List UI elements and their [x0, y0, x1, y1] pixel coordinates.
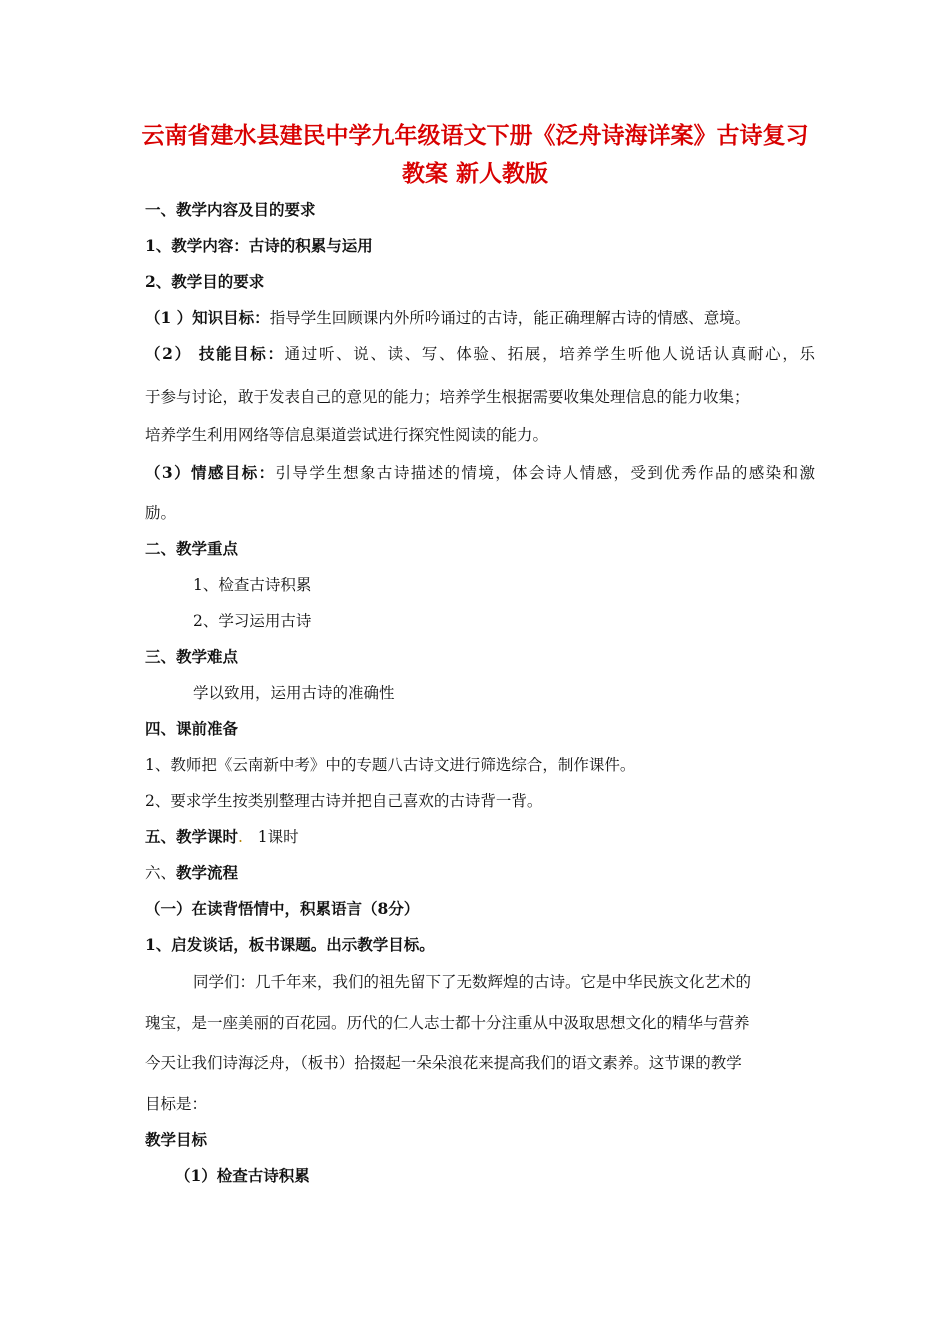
section5-heading: 五、教学课时 — [145, 827, 239, 846]
section5-dot: . — [238, 828, 243, 846]
section3-text: 学以致用，运用古诗的准确性 — [193, 684, 395, 702]
section2-heading: 二、教学重点 — [145, 539, 239, 558]
paragraph-line3: 今天让我们诗海泛舟，（板书）拾掇起一朵朵浪花来提高我们的语文素养。这节课的教学 — [145, 1054, 742, 1072]
goal3-text-l1: 引导学生想象古诗描述的情境，体会诗人情感，受到优秀作品的感染和激 — [275, 464, 815, 482]
goals-item1: （1）检查古诗积累 — [175, 1166, 310, 1185]
section6-prefix: 六、 — [145, 864, 177, 882]
goal3-line2: 励。 — [145, 504, 177, 522]
section4-item1: 1、教师把《云南新中考》中的专题八古诗文进行筛选综合，制作课件。 — [145, 756, 636, 774]
goal2-line1 — [145, 343, 815, 365]
doc-title-line1: 云南省建水县建民中学九年级语文下册《泛舟诗海详案》古诗复习 — [141, 122, 809, 149]
section3-heading: 三、教学难点 — [145, 647, 239, 666]
goal2-text-l1: 通过听、说、读、写、体验、拓展，培养学生听他人说话认真耐心，乐 — [284, 345, 815, 363]
goal2-line3: 培养学生利用网络等信息渠道尝试进行探究性阅读的能力。 — [145, 426, 549, 444]
step1-subheading: 1、启发谈话，板书课题。出示教学目标。 — [145, 935, 435, 954]
doc-title-line2: 教案 新人教版 — [401, 160, 548, 187]
section5-line — [145, 826, 815, 848]
paragraph-line2: 瑰宝，是一座美丽的百花园。历代的仁人志士都十分注重从中汲取思想文化的精华与营养 — [145, 1014, 750, 1032]
paragraph-line4: 目标是： — [145, 1095, 208, 1113]
goal1-text: 指导学生回顾课内外所吟诵过的古诗，能正确理解古诗的情感、意境。 — [269, 309, 751, 327]
goal1-label: （1 ）知识目标： — [145, 308, 270, 327]
goal1-line — [145, 307, 815, 329]
section2-item1: 1、检查古诗积累 — [193, 576, 312, 594]
paragraph-line1: 同学们：几千年来，我们的祖先留下了无数辉煌的古诗。它是中华民族文化艺术的 — [193, 973, 752, 991]
section1-goals-heading: 2、教学目的要求 — [145, 272, 265, 291]
section5-value: 1课时 — [257, 828, 299, 846]
section4-heading: 四、课前准备 — [145, 719, 239, 738]
goal3-line1 — [145, 462, 815, 484]
goal2-label: （2） 技能目标： — [145, 344, 285, 363]
section1-heading: 一、教学内容及目的要求 — [145, 200, 316, 219]
section6-heading: 教学流程 — [176, 863, 239, 882]
goals-heading: 教学目标 — [145, 1130, 208, 1149]
section6-line — [145, 862, 815, 884]
goal3-label: （3）情感目标： — [145, 463, 276, 482]
goal2-line2: 于参与讨论，敢于发表自己的意见的能力；培养学生根据需要收集处理信息的能力收集； — [145, 388, 750, 406]
section2-item2: 2、学习运用古诗 — [193, 612, 312, 630]
step1-heading: （一）在读背悟情中，积累语言（8分） — [145, 899, 420, 918]
section4-item2: 2、要求学生按类别整理古诗并把自己喜欢的古诗背一背。 — [145, 792, 543, 810]
section1-content: 1、教学内容：古诗的积累与运用 — [145, 236, 373, 255]
